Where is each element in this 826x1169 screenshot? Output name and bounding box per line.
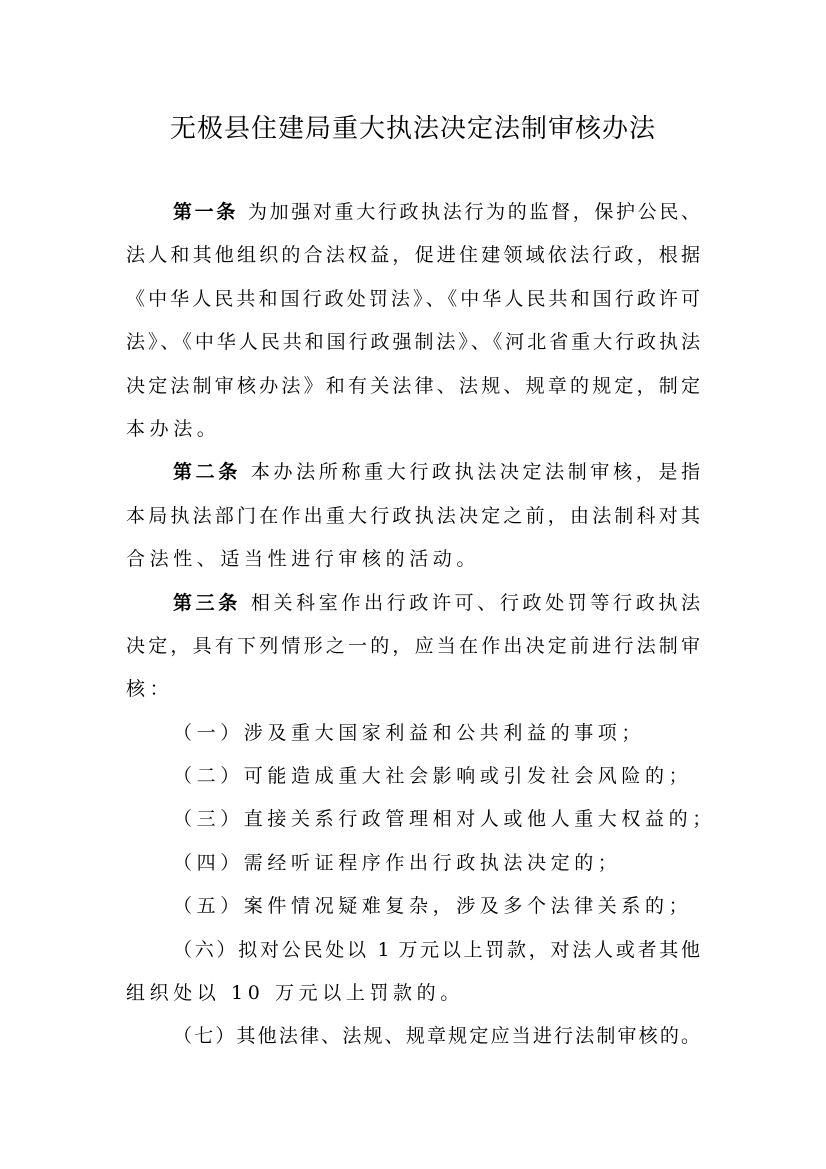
article-text: 相关科室作出行政许可、行政处罚等行政执法 [250, 591, 700, 614]
document-title: 无极县住建局重大执法决定法制审核办法 [169, 114, 656, 144]
article-1-line [126, 191, 700, 234]
article-heading: 第三条 [173, 591, 241, 614]
article-2-line: 合法性、适当性进行审核的活动。 [126, 548, 481, 571]
article-2-line: 本局执法部门在作出重大行政执法决定之前，由法制科对其 [126, 504, 700, 527]
article-text: 为加强对重大行政执法行为的监督，保护公民、 [247, 201, 700, 223]
article-heading: 第二条 [173, 461, 241, 484]
article-1-line: 《中华人民共和国行政处罚法》、《中华人民共和国行政许可 [126, 287, 700, 310]
list-item: （七）其他法律、法规、规章规定应当进行法制审核的。 [173, 1025, 700, 1048]
list-item-continuation: 组织处以 10 万元以上罚款的。 [126, 982, 464, 1005]
article-heading: 第一条 [173, 201, 238, 223]
article-3-line: 决定，具有下列情形之一的，应当在作出决定前进行法制审 [126, 634, 700, 657]
list-item: （五）案件情况疑难复杂，涉及多个法律关系的； [173, 895, 693, 918]
list-item: （六）拟对公民处以 1 万元以上罚款，对法人或者其他 [173, 938, 700, 961]
list-item: （四）需经听证程序作出行政执法决定的； [173, 851, 622, 874]
article-text: 本办法所称重大行政执法决定法制审核，是指 [250, 461, 700, 484]
document-body [126, 191, 716, 1059]
article-1-line: 决定法制审核办法》和有关法律、法规、规章的规定，制定 [126, 374, 700, 397]
article-1-line: 法》、《中华人民共和国行政强制法》、《河北省重大行政执法 [126, 331, 700, 354]
article-1-line: 法人和其他组织的合法权益，促进住建领域依法行政，根据 [126, 244, 700, 267]
list-item: （三）直接关系行政管理相对人或他人重大权益的； [173, 808, 716, 831]
article-3-line: 核： [126, 678, 174, 701]
article-1-line: 本办法。 [126, 417, 221, 440]
list-item: （二）可能造成重大社会影响或引发社会风险的； [173, 765, 693, 788]
article-3-line [126, 582, 700, 625]
list-item: （一）涉及重大国家利益和公共利益的事项； [173, 721, 646, 744]
article-2-line [126, 451, 700, 494]
